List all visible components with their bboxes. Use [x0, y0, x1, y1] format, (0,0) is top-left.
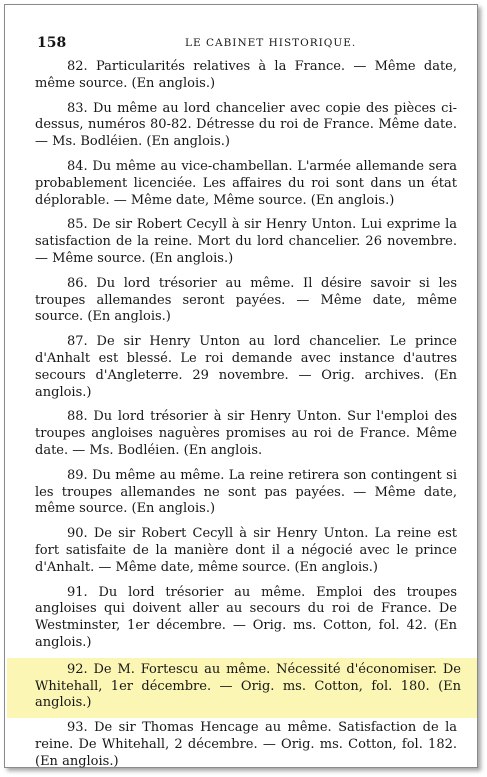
document-page [35, 35, 461, 776]
entry-92-highlighted: 92. De M. Fortescu au même. Nécessité d'économiser. De Whitehall, 1er décembre. — Orig. ms. Cotton, fol. 180. (En anglois.) [7, 658, 477, 718]
entry-85: 85. De sir Robert Cecyll à sir Henry Unton. Lui exprime la satisfaction de la reine. Mort du lord chancelier. 26 novembre. — Même source. (En anglois.) [35, 217, 457, 266]
entry-86: 86. Du lord trésorier au même. Il désire savoir si les troupes allemandes seront payées. — Même date, même source. (En anglois.) [35, 275, 457, 325]
entry-84: 84. Du même au vice-chambellan. L'armée allemande sera probablement licenciée. Les affaires du roi sont dans un état déplorable. — Même date, Même source. (En anglois.) [35, 158, 457, 208]
entry-89: 89. Du même au même. La reine retirera son contingent si les troupes allemandes ne sont pas payées. — Même date, même source. (En anglois.) [35, 467, 457, 517]
entry-83: 83. Du même au lord chancelier avec copie des pièces ci-dessus, numéros 80-82. Détresse du roi de France. Même date. — Ms. Bodléien. (En anglois.) [35, 100, 457, 150]
running-head: LE CABINET HISTORIQUE. [185, 37, 357, 49]
entry-93: 93. De sir Thomas Hencage au même. Satisfaction de la reine. De Whitehall, 2 décembre. — Orig. ms. Cotton, fol. 182. (En anglois.) [35, 720, 457, 769]
page-header [35, 35, 461, 57]
entry-88: 88. Du lord trésorier à sir Henry Unton. Sur l'emploi des troupes angloises naguères promises au roi de France. Même date. — Ms. Bodléien. (En anglois. [35, 409, 457, 458]
entry-91: 91. Du lord trésorier au même. Emploi des troupes angloises qui doivent aller au secours du roi de France. De Westminster, 1er décembre. — Orig. ms. Cotton, fol. 42. (En anglois.) [35, 584, 457, 650]
entry-82: 82. Particularités relatives à la France. — Même date, même source. (En anglois.) [35, 59, 457, 91]
entry-87: 87. De sir Henry Unton au lord chancelier. Le prince d'Anhalt est blessé. Le roi demande avec instance d'autres secours d'Angleterre. 29 novembre. — Orig. archives. (En anglois.) [35, 334, 457, 400]
page-number: 158 [37, 35, 67, 51]
entry-90: 90. De sir Robert Cecyll à sir Henry Unton. La reine est fort satisfaite de la manière dont il a négocié avec le prince d'Anhalt. — Même date, même source. (En anglois.) [35, 526, 457, 575]
page-frame [4, 4, 478, 768]
